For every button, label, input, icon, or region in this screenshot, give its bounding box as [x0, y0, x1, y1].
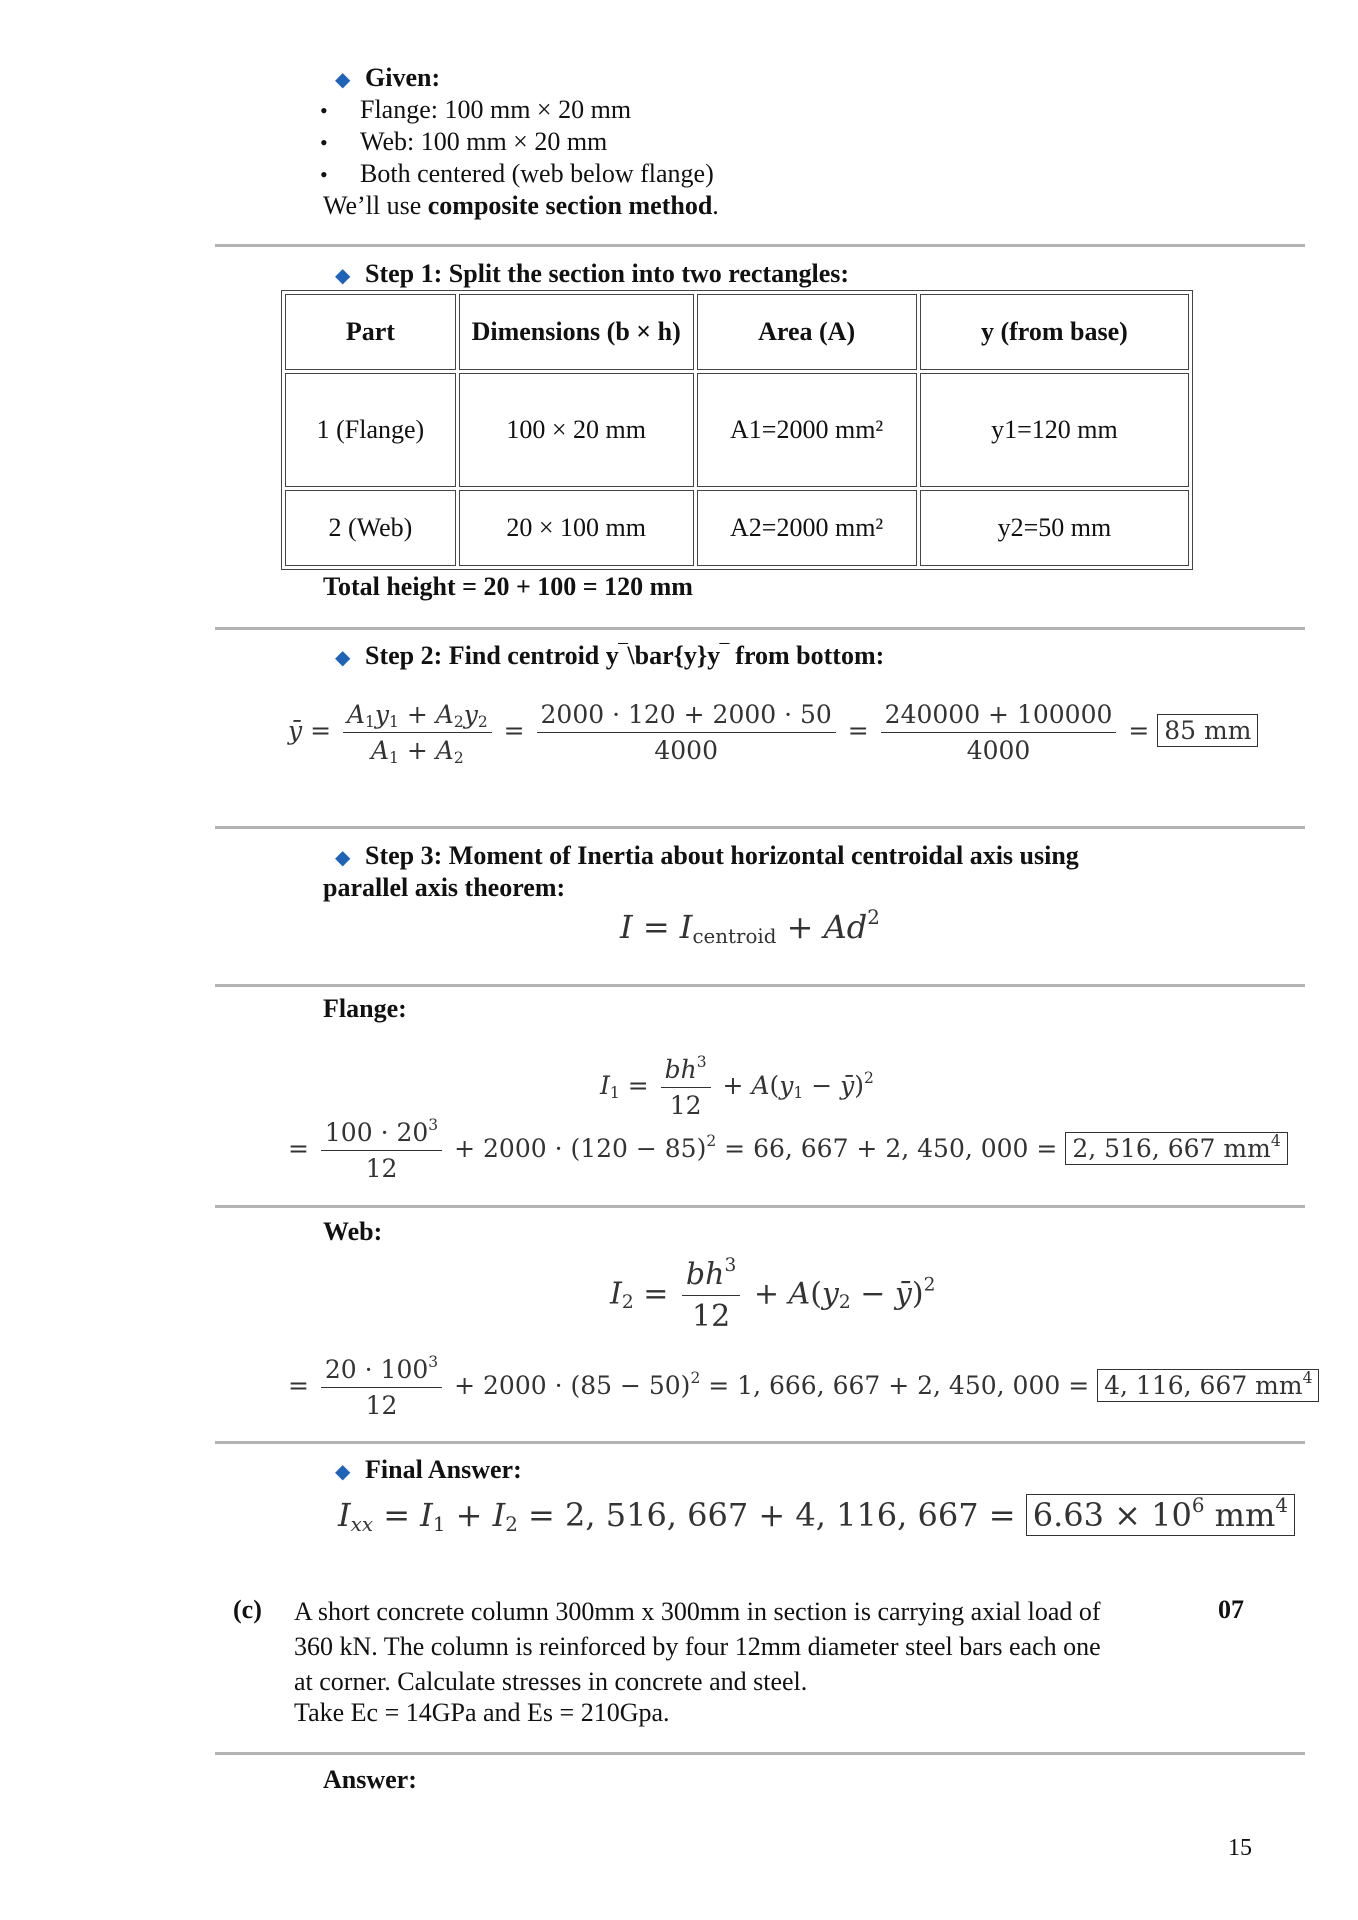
table-row [285, 490, 1189, 566]
flange-formula: $I_1$ = $\frac{bh^3}{12}$ + $A(y_1$ − ȳ)$^2$ [600, 1053, 874, 1120]
table-cell: 1 (Flange) [285, 373, 456, 487]
divider [215, 627, 1305, 630]
table-cell: A1=2000 mm² [697, 373, 917, 487]
step3-heading: ◆ Step 3: Moment of Inertia about horizontal centroidal axis using [335, 840, 1079, 874]
table-row [285, 373, 1189, 487]
diamond-icon: ◆ [335, 847, 351, 869]
bullet-icon: • [320, 98, 328, 123]
page-number: 15 [1228, 1835, 1252, 1861]
step2-heading: ◆ Step 2: Find centroid y‾\bar{y}y‾ from bottom: [335, 640, 884, 674]
divider [215, 984, 1305, 987]
parallel-axis-formula: $I = I_{centroid} + Ad^2$ [620, 906, 880, 948]
flange-calculation: = $\frac{100 \cdot 20^3}{12}$ + $2000 \cdot (120 - 85)^2 = 66$, 667 + 2, 450, 000 = 2, 516, 667 $mm^4$ [288, 1118, 1288, 1183]
diamond-icon: ◆ [335, 647, 351, 669]
divider [215, 1752, 1305, 1755]
table-cell: y1=120 mm [920, 373, 1189, 487]
web-result: 4, 116, 667 $mm^4$ [1097, 1369, 1319, 1402]
question-text: A short concrete column 300mm x 300mm in section is carrying axial load of 360 kN. The column is reinforced by four 12mm diameter steel bars each one at corner. Calculate stresses in concrete and steel. Take Ec = 14GPa and Es = 210Gpa. [294, 1597, 1101, 1727]
flange-result: 2, 516, 667 $mm^4$ [1065, 1132, 1287, 1165]
final-equation: $I_{xx} = I_1 + I_2 = 2$, 516, 667 + 4, 116, $667 = 6.63 \times 10^6$ $mm^4$ [338, 1496, 1295, 1534]
method-line: We’ll use composite section method. [323, 191, 719, 220]
web-label: Web: [323, 1217, 383, 1246]
divider [215, 826, 1305, 829]
table-cell: 2 (Web) [285, 490, 456, 566]
sections-table [281, 290, 1193, 570]
given-item-2: • Web: 100 mm × 20 mm [320, 126, 607, 159]
divider [215, 244, 1305, 247]
given-heading: ◆ Given: [335, 62, 440, 96]
step1-heading: ◆ Step 1: Split the section into two rectangles: [335, 258, 849, 292]
final-result: $6.63 \times 10^6$ $mm^4$ [1026, 1494, 1295, 1536]
table-cell: A2=2000 mm² [697, 490, 917, 566]
given-item-3: • Both centered (web below flange) [320, 158, 714, 191]
given-item-1: • Flange: 100 mm × 20 mm [320, 94, 631, 127]
diamond-icon: ◆ [335, 1461, 351, 1483]
answer-label: Answer: [323, 1765, 417, 1794]
question-label: (c) [233, 1595, 262, 1624]
table-header: Dimensions (b × h) [459, 294, 694, 370]
bullet-icon: • [320, 162, 328, 187]
diamond-icon: ◆ [335, 69, 351, 91]
table-header: Area (A) [697, 294, 917, 370]
table-header: Part [285, 294, 456, 370]
divider [215, 1441, 1305, 1444]
table-cell: 100 × 20 mm [459, 373, 694, 487]
total-height: Total height = 20 + 100 = 120 mm [323, 572, 693, 601]
bullet-icon: • [320, 130, 328, 155]
diamond-icon: ◆ [335, 265, 351, 287]
table-header: y (from base) [920, 294, 1189, 370]
centroid-result: 85 mm [1157, 714, 1258, 747]
flange-label: Flange: [323, 994, 407, 1023]
table-cell: 20 × 100 mm [459, 490, 694, 566]
final-heading: ◆ Final Answer: [335, 1454, 522, 1488]
question-marks: 07 [1218, 1595, 1244, 1624]
step3-heading-line2: parallel axis theorem: [323, 873, 566, 902]
divider [215, 1205, 1305, 1208]
web-calculation: = $\frac{20 \cdot 100^3}{12}$ + $2000 \cdot (85 - 50)^2 = 1$, 666, 667 + 2, 450, 000 = 4, 116, 667 $mm^4$ [288, 1355, 1319, 1420]
table-cell: y2=50 mm [920, 490, 1189, 566]
centroid-equation: ȳ = $\frac{A_1y_1 + A_2y_2}{A_1 + A_2}$ = $\frac{2000 \cdot 120 + 2000 \cdot 50}{4000}$ = $\frac{240000 + 100000}{4000}$ = 85 mm [288, 700, 1258, 765]
web-formula: $I_2$ = $\frac{bh^3}{12}$ + $A(y_2$ − ȳ)$^2$ [610, 1254, 936, 1334]
